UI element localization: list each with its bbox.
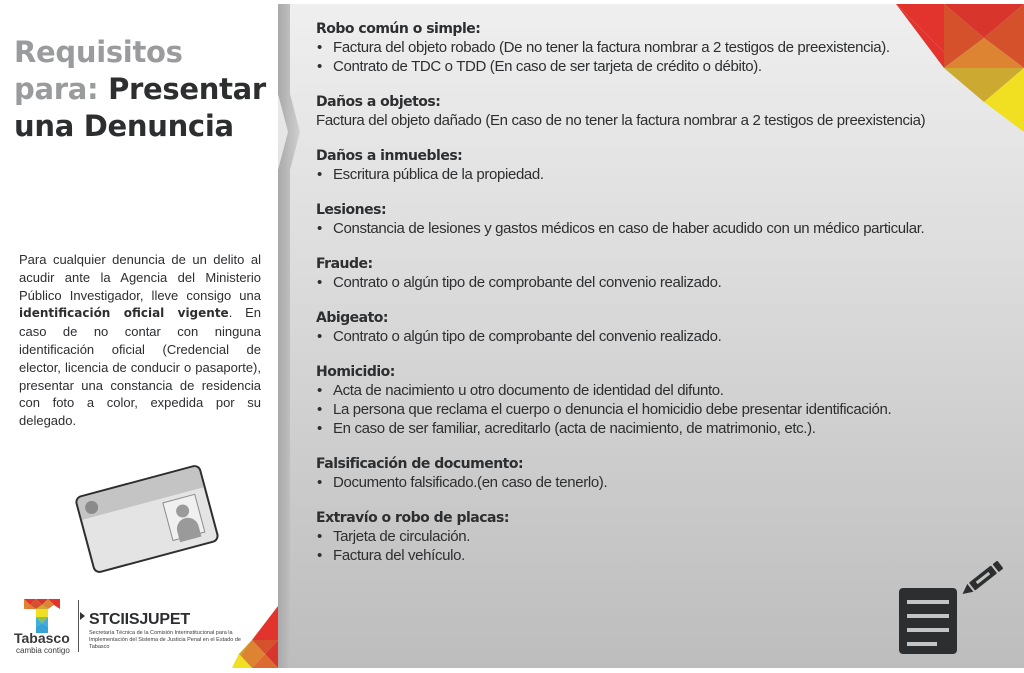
logo-tagline: cambia contigo xyxy=(16,646,70,655)
list-item: • Factura del vehículo. xyxy=(316,546,996,565)
section-heading: Robo común o simple: xyxy=(316,21,481,37)
section-robo-comun xyxy=(316,20,996,76)
section-danos-inmuebles xyxy=(316,147,996,184)
section-heading: Daños a objetos: xyxy=(316,94,441,110)
list-item: • Escritura pública de la propiedad. xyxy=(316,165,996,184)
list-item: • En caso de ser familiar, acreditarlo (acta de nacimiento, de matrimonio, etc.). xyxy=(316,419,996,438)
section-text: Factura del objeto dañado (En caso de no tener la factura nombrar a 2 testigos de preexistencia) xyxy=(316,112,926,129)
logo-divider xyxy=(78,600,79,652)
list-item: • Contrato o algún tipo de comprobante del convenio realizado. xyxy=(316,327,996,346)
title-line-1: Requisitos xyxy=(14,35,183,69)
section-homicidio xyxy=(316,363,996,438)
person-body xyxy=(174,515,201,542)
list-item: • Documento falsificado.(en caso de tenerlo). xyxy=(316,473,996,492)
logo-name: Tabasco xyxy=(14,630,70,646)
list-item: • Constancia de lesiones y gastos médicos en caso de haber acudido con un médico particular. xyxy=(316,219,996,238)
section-danos-objetos xyxy=(316,93,996,130)
list-item: • Contrato o algún tipo de comprobante del convenio realizado. xyxy=(316,273,996,292)
list-item: • Factura del objeto robado (De no tener la factura nombrar a 2 testigos de preexistencia). xyxy=(316,38,996,57)
org-subtitle: Secretaría Técnica de la Comisión Interinstitucional para la Implementación del Sistema de Justicia Penal en el Estado de Tabasco xyxy=(89,630,241,650)
id-card-photo xyxy=(162,494,205,541)
intro-text-1: Para cualquier denuncia de un delito al acudir ante la Agencia del Ministerio Público Investigador, lleve consigo una xyxy=(19,252,261,303)
title-highlight: Presentar xyxy=(108,72,266,106)
title-line-3: una Denuncia xyxy=(14,109,234,143)
section-abigeato xyxy=(316,309,996,346)
section-heading: Abigeato: xyxy=(316,310,389,326)
intro-text-2: . En caso de no contar con ninguna identificación oficial (Credencial de elector, licencia de conducir o pasaporte), presentar una constancia de residencia con foto a color, expedida por su delegado. xyxy=(19,305,261,429)
intro-paragraph xyxy=(19,251,261,430)
section-heading: Daños a inmuebles: xyxy=(316,148,463,164)
corner-decoration-bottom-left xyxy=(232,606,278,668)
section-falsificacion xyxy=(316,455,996,492)
section-heading: Falsificación de documento: xyxy=(316,456,524,472)
section-lesiones xyxy=(316,201,996,238)
tabasco-logo-icon xyxy=(24,599,60,633)
section-heading: Fraude: xyxy=(316,256,373,272)
section-fraude xyxy=(316,255,996,292)
page-title xyxy=(14,34,284,145)
section-placas xyxy=(316,509,996,565)
chevron-divider-icon xyxy=(278,4,300,668)
list-item: • Tarjeta de circulación. xyxy=(316,527,996,546)
list-item: • Acta de nacimiento u otro documento de identidad del difunto. xyxy=(316,381,996,400)
requirements-list xyxy=(316,20,996,582)
section-heading: Extravío o robo de placas: xyxy=(316,510,509,526)
list-item: • La persona que reclama el cuerpo o denuncia el homicidio debe presentar identificación. xyxy=(316,400,996,419)
id-card-icon xyxy=(74,464,220,575)
list-item: • Contrato de TDC o TDD (En caso de ser tarjeta de crédito o débito). xyxy=(316,57,996,76)
section-heading: Lesiones: xyxy=(316,202,387,218)
org-title: STCIISJUPET xyxy=(89,611,190,628)
title-prefix: para: xyxy=(14,72,109,106)
intro-bold: identificación oficial vigente xyxy=(19,306,229,321)
section-heading: Homicidio: xyxy=(316,364,395,380)
document-edit-icon xyxy=(899,556,1009,656)
arrow-right-icon xyxy=(80,612,85,620)
left-panel xyxy=(0,4,278,668)
